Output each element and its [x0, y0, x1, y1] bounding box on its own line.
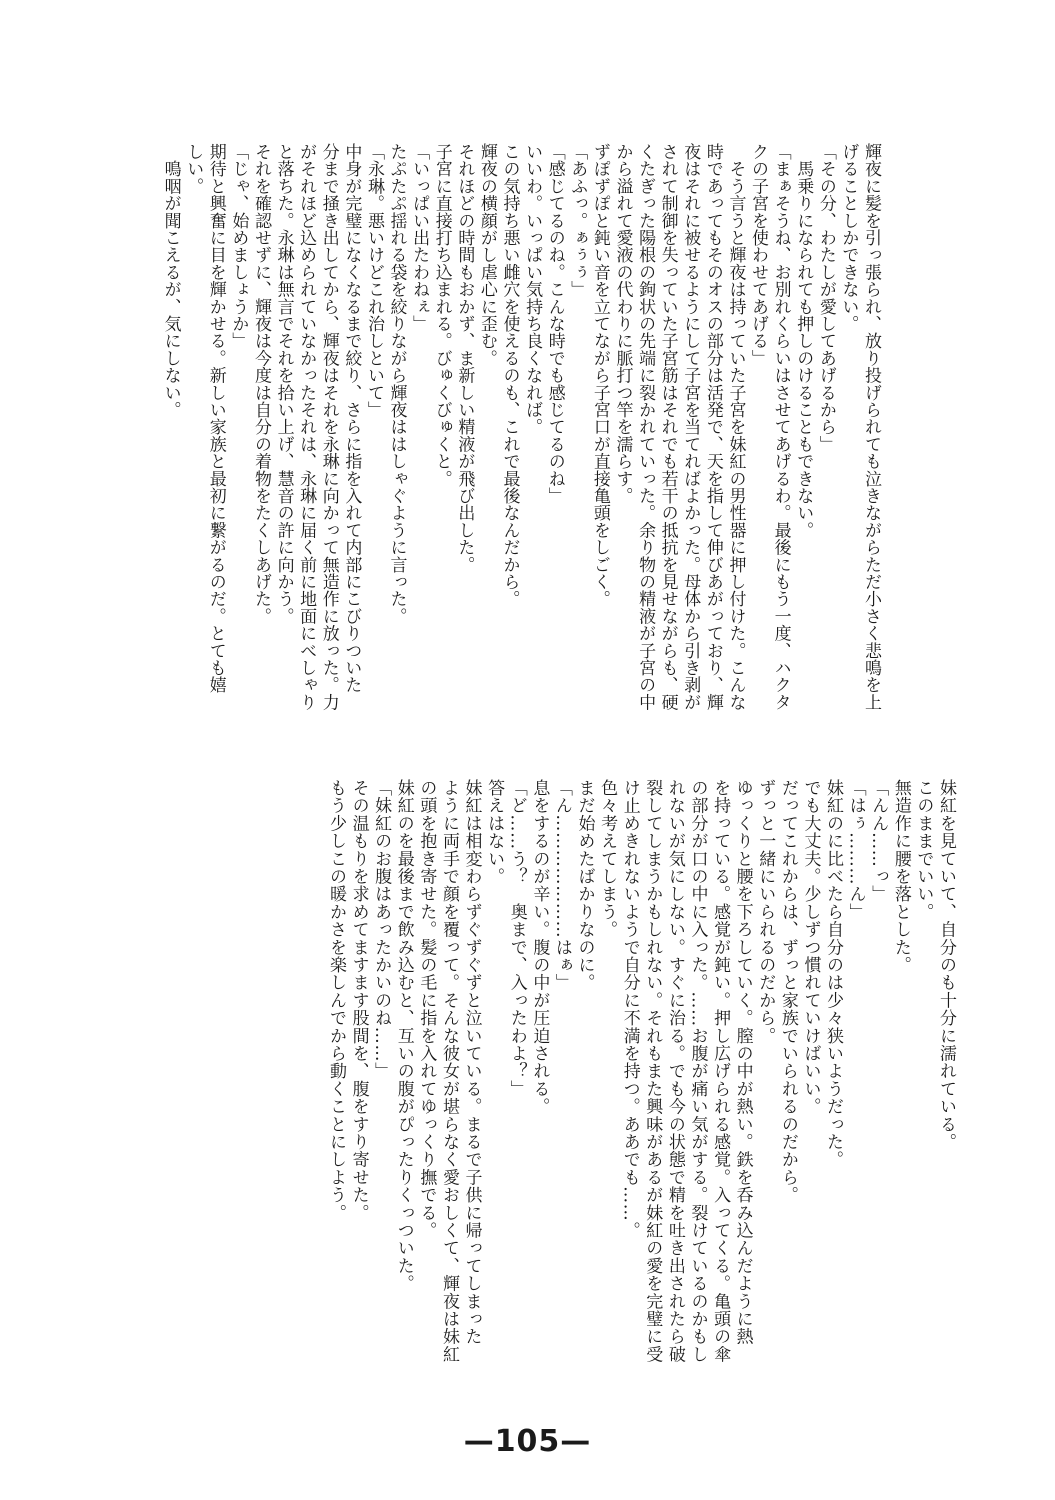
text-column: 夜はそれに被せるようにして子宮を当てればよかった。母体から引き剥が — [680, 143, 701, 711]
text-column: クの子宮を使わせてあげる」 — [748, 143, 769, 367]
top-text-block — [159, 143, 882, 743]
text-column: 答えはない。 — [484, 779, 505, 886]
text-column: 分まで掻き出してから、輝夜はそれを永琳に向かって無造作に放った。力 — [318, 143, 339, 711]
text-column: 輝夜の横顔がし虐心に歪む。 — [476, 143, 497, 367]
text-column: 子宮に直接打ち込まれる。びゅくびゅくと。 — [431, 143, 452, 487]
text-column: がそれほど込められていなかったそれは、永琳に届く前に地面にべしゃり — [296, 143, 317, 711]
text-column: を持っている。感覚が鈍い。押し広げられる感覚。入ってくる。亀頭の傘 — [710, 779, 731, 1364]
text-column: 裂してしまうかもしれない。それもまた興味があるが妹紅の愛を完璧に受 — [642, 779, 663, 1364]
text-column: ように両手で顔を覆って。そんな彼女が堪らなく愛おしくて、輝夜は妹紅 — [438, 779, 459, 1364]
text-column: と落ちた。永琳は無言でそれを拾い上げ、慧音の許に向かう。 — [273, 143, 294, 625]
text-column: げることしかできない。 — [838, 143, 859, 333]
text-column: 妹紅のを最後まで飲み込むと、互いの腹がぴったりくっついた。 — [393, 779, 414, 1293]
text-column: でも大丈夫。少しずつ慣れていけばいい。 — [800, 779, 821, 1116]
text-column: 「その分、わたしが愛してあげるから」 — [815, 143, 836, 453]
text-column: 「まぁそうね、お別れくらいはさせてあげるわ。最後にもう一度、ハクタ — [770, 143, 791, 711]
text-column: の頭を抱き寄せた。髪の毛に指を入れてゆっくり撫でる。 — [416, 779, 437, 1240]
text-column: くたぎった陽根の鉤状の先端に裂かれていった。余り物の精液が子宮の中 — [635, 143, 656, 711]
text-column: れないが気にしない。すぐに治る。でも今の状態で精を吐き出されたら破 — [664, 779, 685, 1364]
text-column: このままでいい。 — [913, 779, 934, 921]
text-column: 「ど……う？ 奥まで、入ったわよ？」 — [506, 779, 527, 1098]
text-column: 馬乗りになられても押しのけることもできない。 — [793, 143, 814, 539]
text-column: それを確認せずに、輝夜は今度は自分の着物をたくしあげた。 — [250, 143, 271, 625]
text-column: この気持ち悪い雌穴を使えるのも、これで最後なんだから。 — [499, 143, 520, 608]
text-column: 無造作に腰を落とした。 — [890, 779, 911, 974]
bottom-text-block — [324, 779, 957, 1399]
text-column: ゆっくりと腰を下ろしていく。膣の中が熱い。鉄を呑み込んだように熱 — [732, 779, 753, 1346]
text-column: 「ん…………………はぁ」 — [551, 779, 572, 992]
text-column: されて制御を失っていた子宮筋はそれでも若干の抵抗を見せながらも、硬 — [657, 143, 678, 711]
text-column: たぷたぷ揺れる袋を絞りながら輝夜ははしゃぐように言った。 — [386, 143, 407, 625]
text-column: だってこれからは、ずっと家族でいられるのだから。 — [777, 779, 798, 1204]
text-column: ずっと一緒にいられるのだから。 — [755, 779, 776, 1045]
text-column: 妹紅を見ていて、自分のも十分に濡れている。 — [936, 779, 956, 1151]
text-column: 期待と興奮に目を輝かせる。新しい家族と最初に繋がるのだ。とても嬉 — [205, 143, 226, 694]
text-column: 「はぅ………ん」 — [845, 779, 866, 921]
text-column: 鳴咽が聞こえるが、気にしない。 — [160, 143, 181, 419]
text-column: 時であってもそのオスの部分は活発で、天を指して伸びあがっており、輝 — [702, 143, 723, 711]
text-column: から溢れて愛液の代わりに脈打つ竿を濡らす。 — [612, 143, 633, 505]
text-column: 「感じてるのね。こんな時でも感じてるのね」 — [544, 143, 565, 505]
text-column: 輝夜に髪を引っ張られ、放り投げられても泣きながらただ小さく悲鳴を上 — [861, 143, 881, 711]
text-column: 色々考えてしまう。 — [597, 779, 618, 939]
text-column: け止めきれないようで自分に不満を持つ。ああでも……。 — [619, 779, 640, 1240]
text-column: 妹紅のに比べたら自分のは少々狭いようだった。 — [823, 779, 844, 1169]
text-column: そう言うと輝夜は持っていた子宮を妹紅の男性器に押し付けた。こんな — [725, 143, 746, 711]
text-column: 「じゃ、始めましょうか」 — [228, 143, 249, 350]
text-column: 「あふっ。ぁぅぅ」 — [567, 143, 588, 298]
text-column: その温もりを求めてますます股間を、腹をすり寄せた。 — [348, 779, 369, 1222]
text-column: 息をするのが辛い。腹の中が圧迫される。 — [529, 779, 550, 1116]
text-column: 「永琳。悪いけどこれ治しといて」 — [363, 143, 384, 419]
text-column: の部分が口の中に入った。……お腹が痛い気がする。裂けているのかもし — [687, 779, 708, 1364]
text-column: それほどの時間もおかず、ま新しい精液が飛び出した。 — [454, 143, 475, 573]
text-column: 「妹紅のお腹はあったかいのね……」 — [371, 779, 392, 1080]
text-column: もう少しこの暖かさを楽しんでから動くことにしよう。 — [325, 779, 346, 1222]
text-column: いいわ。いっぱい気持ち良くなれば。 — [522, 143, 543, 436]
text-column: 「んん……っ」 — [868, 779, 889, 903]
text-column: しい。 — [183, 143, 204, 195]
text-column: まだ始めたばかりなのに。 — [574, 779, 595, 992]
text-column: 中身が完璧になくなるまで絞り、さらに指を入れて内部にこびりついた — [341, 143, 362, 694]
text-column: ずぽずぽと鈍い音を立てながら子宮口が直接亀頭をしごく。 — [589, 143, 610, 608]
page-number: —105— — [463, 1424, 592, 1459]
text-column: 妹紅は相変わらずぐずぐずと泣いている。まるで子供に帰ってしまった — [461, 779, 482, 1346]
text-column: 「いっぱい出たわねぇ」 — [409, 143, 430, 333]
